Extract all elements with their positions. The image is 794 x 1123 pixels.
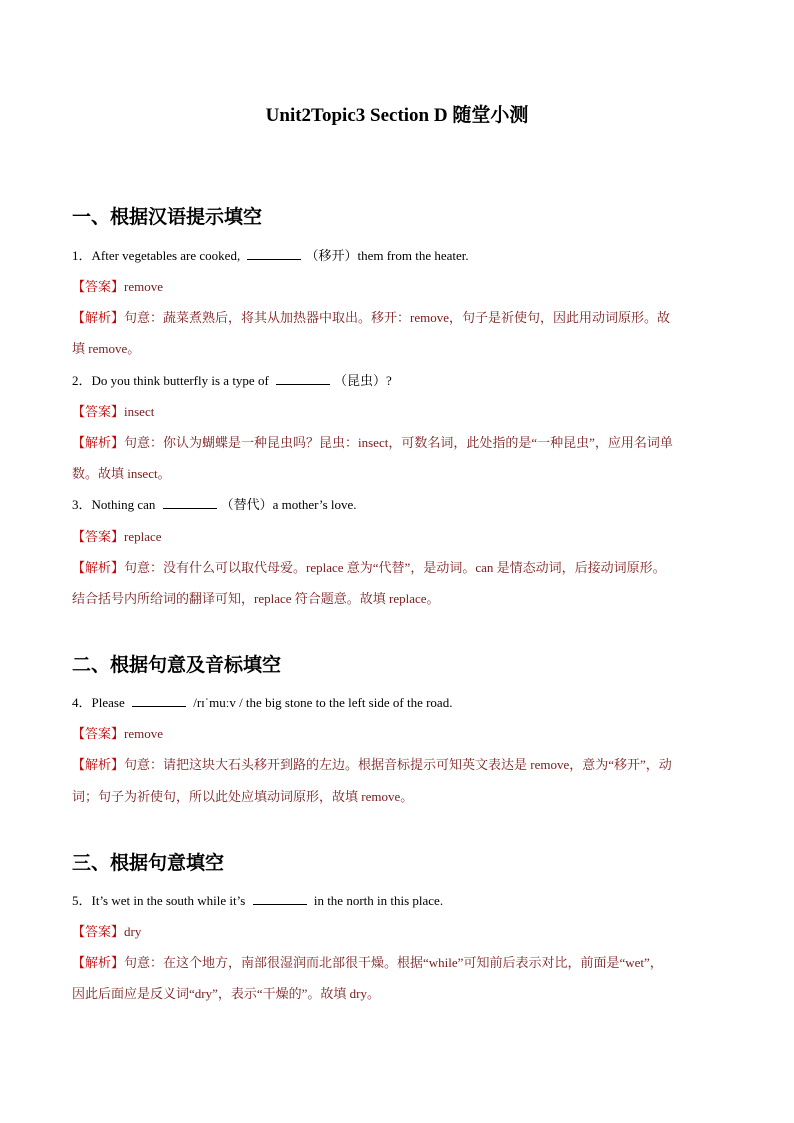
question-2 — [72, 372, 722, 390]
answer-label: 【答案】 — [72, 924, 125, 939]
analysis-label: 【解析】 — [72, 310, 125, 325]
analysis-1-continued — [72, 340, 722, 358]
answer-value: dry — [124, 924, 142, 939]
answer-blank — [163, 496, 217, 509]
question-text: （替代）a mother’s love. — [220, 497, 357, 512]
answer-1 — [72, 278, 722, 296]
answer-2 — [72, 403, 722, 421]
question-text: 4．Please — [72, 695, 128, 710]
answer-value: replace — [124, 529, 162, 544]
question-text: in the north in this place. — [310, 893, 444, 908]
section-heading-2: 二、根据句意及音标填空 — [72, 655, 282, 676]
question-text: 2．Do you think butterfly is a type of — [72, 373, 273, 388]
answer-value: remove — [124, 726, 163, 741]
question-text: /rɪˈmuːv / the big stone to the left side of the road. — [189, 695, 453, 710]
answer-value: insect — [124, 404, 155, 419]
analysis-text: 因此后面应是反义词“dry”，表示“干燥的”。故填 dry。 — [72, 986, 380, 1001]
analysis-5-continued — [72, 985, 722, 1003]
page-title: Unit2Topic3 Section D 随堂小测 — [265, 105, 529, 126]
analysis-4-continued — [72, 788, 722, 806]
question-text: 3．Nothing can — [72, 497, 159, 512]
analysis-text: 填 remove。 — [72, 341, 141, 356]
answer-label: 【答案】 — [72, 726, 125, 741]
answer-3 — [72, 528, 722, 546]
analysis-text: 结合括号内所给词的翻译可知，replace 符合题意。故填 replace。 — [72, 591, 440, 606]
question-1 — [72, 247, 722, 265]
analysis-text: 句意：在这个地方，南部很湿润而北部很干燥。根据“while”可知前后表示对比，前面是“wet”， — [124, 955, 663, 970]
analysis-2 — [72, 434, 722, 452]
answer-value: remove — [124, 279, 163, 294]
answer-label: 【答案】 — [72, 529, 125, 544]
analysis-label: 【解析】 — [72, 560, 125, 575]
analysis-text: 词；句子为祈使句，所以此处应填动词原形，故填 remove。 — [72, 789, 414, 804]
analysis-3-continued — [72, 590, 722, 608]
answer-5 — [72, 923, 722, 941]
question-text: （昆虫）? — [334, 373, 392, 388]
analysis-5 — [72, 954, 722, 972]
question-text: （移开）them from the heater. — [305, 248, 469, 263]
section-heading-3: 三、根据句意填空 — [72, 853, 225, 874]
analysis-1 — [72, 309, 722, 327]
analysis-4 — [72, 756, 722, 774]
analysis-text: 句意：蔬菜煮熟后，将其从加热器中取出。移开：remove，句子是祈使句，因此用动词原形。故 — [124, 310, 670, 325]
analysis-label: 【解析】 — [72, 435, 125, 450]
analysis-label: 【解析】 — [72, 955, 125, 970]
analysis-2-continued — [72, 465, 722, 483]
answer-label: 【答案】 — [72, 279, 125, 294]
answer-blank — [132, 694, 186, 707]
question-4 — [72, 694, 722, 712]
question-3 — [72, 496, 722, 514]
question-5 — [72, 892, 722, 910]
analysis-label: 【解析】 — [72, 757, 125, 772]
answer-blank — [247, 247, 301, 260]
question-text: 1．After vegetables are cooked, — [72, 248, 244, 263]
analysis-3 — [72, 559, 722, 577]
answer-blank — [253, 892, 307, 905]
analysis-text: 句意：你认为蝴蝶是一种昆虫吗？昆虫：insect，可数名词，此处指的是“一种昆虫”，应用名词单 — [124, 435, 673, 450]
analysis-text: 句意：没有什么可以取代母爱。replace 意为“代替”，是动词。can 是情态动词，后接动词原形。 — [124, 560, 666, 575]
section-heading-1: 一、根据汉语提示填空 — [72, 207, 263, 228]
answer-label: 【答案】 — [72, 404, 125, 419]
answer-blank — [276, 372, 330, 385]
analysis-text: 数。故填 insect。 — [72, 466, 171, 481]
analysis-text: 句意：请把这块大石头移开到路的左边。根据音标提示可知英文表达是 remove，意为“移开”，动 — [124, 757, 672, 772]
question-text: 5．It’s wet in the south while it’s — [72, 893, 249, 908]
answer-4 — [72, 725, 722, 743]
